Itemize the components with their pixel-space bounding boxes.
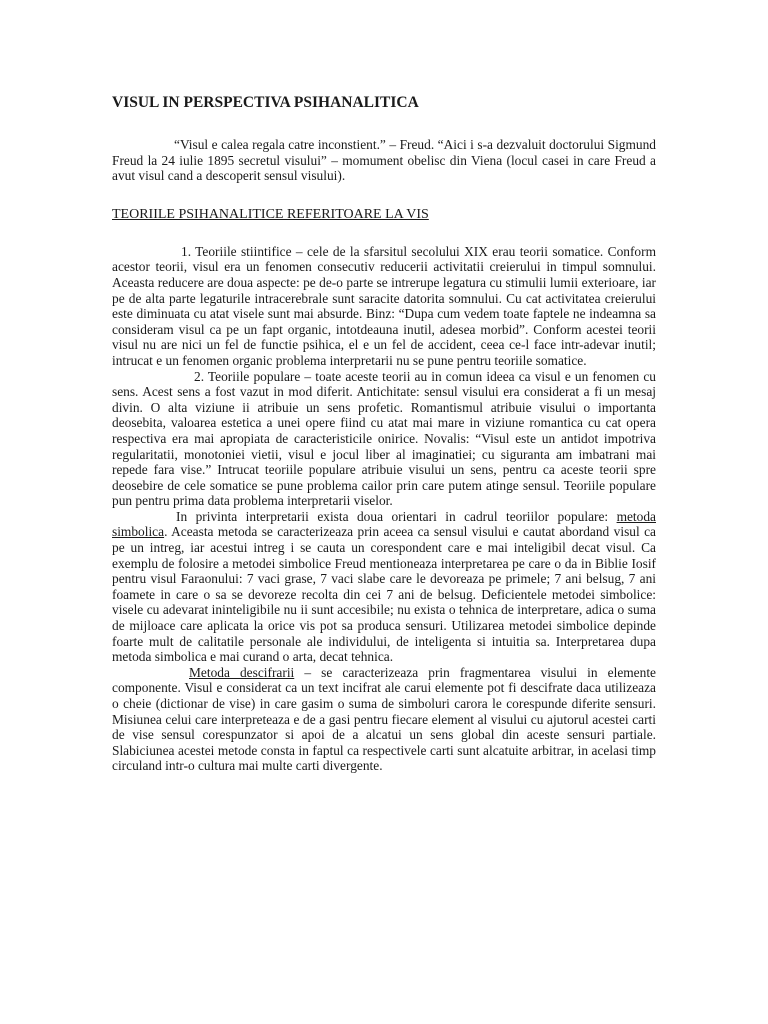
symbolic-method-term: metoda simbolica	[112, 508, 656, 540]
paragraph-popular-theories: 2. Teoriile populare – toate aceste teorii au in comun ideea ca visul e un fenomen cu sens. Acest sens a fost vazut in mod diferit. Antichitate: sensul visului era considerat a fi un mesaj divin. O alta viziune ii atribuie un sens profetic. Romantismul atribuie visului o importanta deosebita, valoarea estetica a unei opere fiind cu atat mai mare in viziune romantica cu cat opera respectiva era mai apropiata de caracteristicile onirice. Novalis: “Visul este un antidot impotriva regularitatii, monotoniei vietii, visul e jocul liber al imaginatiei; cu siguranta am imbatrani mai repede fara vise.” Intrucat teoriile populare atribuie visului un sens, pentru ca aceste teorii spre deosebire de cele somatice se pune problema cailor prin care putem atinge sensul. Teoriile populare pun pentru prima data problema interpretarii viselor.	[112, 368, 656, 509]
paragraph-symbolic-intro: In privinta interpretarii exista doua orientari in cadrul teoriilor populare:	[176, 508, 617, 524]
paragraph-symbolic-body: . Aceasta metoda se caracterizeaza prin aceea ca sensul visului e cautat abordand visul ca pe un intreg, iar acestui intreg i se cauta un corespondent care e mai inteligibil decat visul. Ca exemplu de folosire a metodei simbolice Freud mentioneaza interpretarea pe care o da in Biblie Iosif pentru visul Faraonului: 7 vaci grase, 7 vaci slabe care le devoreaza pe primele; 7 ani belsug, 7 ani foamete in care o sa se devoreze recolta din cei 7 ani de belsug. Deficientele metodei simbolice: visele cu adevarat ininteligibile nu ii sunt accesibile; nu exista o tehnica de interpretare, adica o suma de mijloace care aplicata la orice vis pot sa produca sensuri. Utilizarea metodei simbolice depinde foarte mult de calitatile personale ale individului, de inteligenta si intuitia sa. Interpretarea dupa metoda simbolica e mai curand o arta, decat tehnica.	[112, 524, 656, 665]
paragraph-scientific-theories: 1. Teoriile stiintifice – cele de la sfarsitul secolului XIX erau teorii somatice. Conform acestor teorii, visul era un fenomen consecutiv reducerii activitatii creierului in timpul somnului. Aceasta reducere are doua aspecte: pe de-o parte se intrerupe legatura cu stimulii lumii exterioare, iar pe de alta parte legaturile intracerebrale sunt saracite datorita somnului. Cu cat activitatea creierului este diminuata cu atat visele sunt mai absurde. Binz: “Dupa cum vedem toate faptele ne indeamna sa consideram visul ca pe un fapt organic, intotdeauna inutil, adesea morbid”. Conform acestei teorii visul nu are nici un fel de functie psihica, el e un fel de accident, ceea ce-l face intr-adevar inutil; intrucat e un fenomen organic problema interpretarii nu se pune pentru teoriile somatice.	[112, 243, 656, 368]
paragraph-decoding-method	[112, 665, 656, 774]
intro-paragraph: “Visul e calea regala catre inconstient.” – Freud. “Aici i s-a dezvaluit doctorului Sigmund Freud la 24 iulie 1895 secretul visului” – momument obelisc din Viena (locul casei in care Freud a avut visul cand a descoperit sensul visului).	[112, 137, 656, 184]
paragraph-symbolic-method	[112, 509, 656, 665]
section-heading: TEORIILE PSIHANALITICE REFERITOARE LA VIS	[112, 206, 429, 222]
decoding-method-term: Metoda descifrarii	[189, 664, 295, 680]
paragraph-decoding-body: – se caracterizeaza prin fragmentarea visului in elemente componente. Visul e considerat ca un text incifrat ale carui elemente pot fi descifrate daca utilizeaza o cheie (dictionar de vise) in care gasim o suma de simboluri carora le corespunde diferite sensuri. Misiunea celui care interpreteaza e de a gasi pentru fiecare element al visului cu ajutorul acestei carti de vise sensul corespunzator si apoi de a alcatui un sens global din aceste sensuri partiale. Slabiciunea acestei metode consta in faptul ca respectivele carti sunt alcatuite arbitrar, in acelasi timp circuland intr-o cultura mai multe carti divergente.	[112, 664, 656, 774]
page-title: VISUL IN PERSPECTIVA PSIHANALITICA	[112, 94, 419, 111]
